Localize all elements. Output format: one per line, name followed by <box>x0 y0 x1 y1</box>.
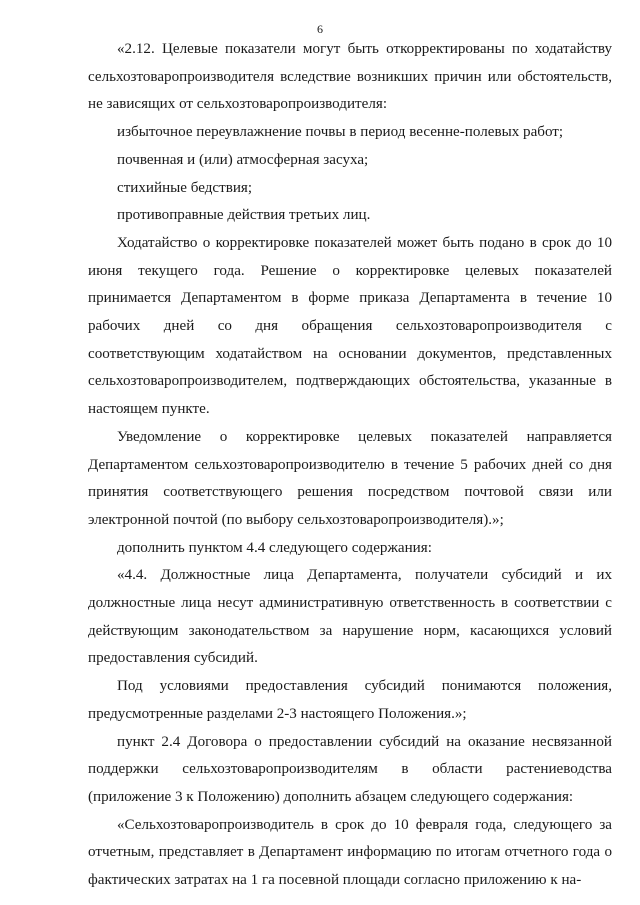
paragraph-2-12: «2.12. Целевые показатели могут быть откорректированы по ходатайству сельхозтоваропроизводителя вследствие возникших причин или обстоятельств, не зависящих от сельхозтоваропроизводителя: <box>88 41 612 113</box>
paragraph-4-4: «4.4. Должностные лица Департамента, получатели субсидий и их должностные лица несут административную ответственность в соответствии с действующим законодательством за нарушение норм, касающихся условий предоставления субсидий. <box>88 567 612 667</box>
paragraph-petition: Ходатайство о корректировке показателей может быть подано в срок до 10 июня текущего года. Решение о корректировке целевых показателей принимается Департаментом в форме приказа Департамента в течение 10 рабочих дней со дня обращения сельхозтоваропроизводителя с соответствующим ходатайством на основании документов, представленных сельхозтоваропроизводителем, подтверждающих обстоятельства, указанные в настоящем пункте. <box>88 234 612 418</box>
list-item-third-parties: противоправные действия третьих лиц. <box>117 207 371 224</box>
list-item-waterlogging: избыточное переувлажнение почвы в период весенне-полевых работ; <box>117 124 564 141</box>
document-body <box>88 36 612 895</box>
page-number: 6 <box>317 22 323 36</box>
list-item-disasters: стихийные бедствия; <box>117 179 253 196</box>
paragraph-conditions: Под условиями предоставления субсидий понимаются положения, предусмотренные разделами 2-3 настоящего Положения.»; <box>88 678 612 722</box>
paragraph-add-4-4: дополнить пунктом 4.4 следующего содержания: <box>117 539 432 556</box>
paragraph-2-4: пункт 2.4 Договора о предоставлении субсидий на оказание несвязанной поддержки сельхозтоваропроизводителям в области растениеводства (приложение 3 к Положению) дополнить абзацем следующего содержания: <box>88 733 612 805</box>
paragraph-reporting: «Сельхозтоваропроизводитель в срок до 10 февраля года, следующего за отчетным, представляет в Департамент информацию по итогам отчетного года о фактических затратах на 1 га посевной площади согласно приложению к на- <box>88 816 612 889</box>
list-item-drought: почвенная и (или) атмосферная засуха; <box>117 151 369 168</box>
paragraph-notification: Уведомление о корректировке целевых показателей направляется Департаментом сельхозтоваропроизводителю в течение 5 рабочих дней со дня принятия соответствующего решения посредством почтовой связи или электронной почтой (по выбору сельхозтоваропроизводителя).»; <box>88 428 612 528</box>
